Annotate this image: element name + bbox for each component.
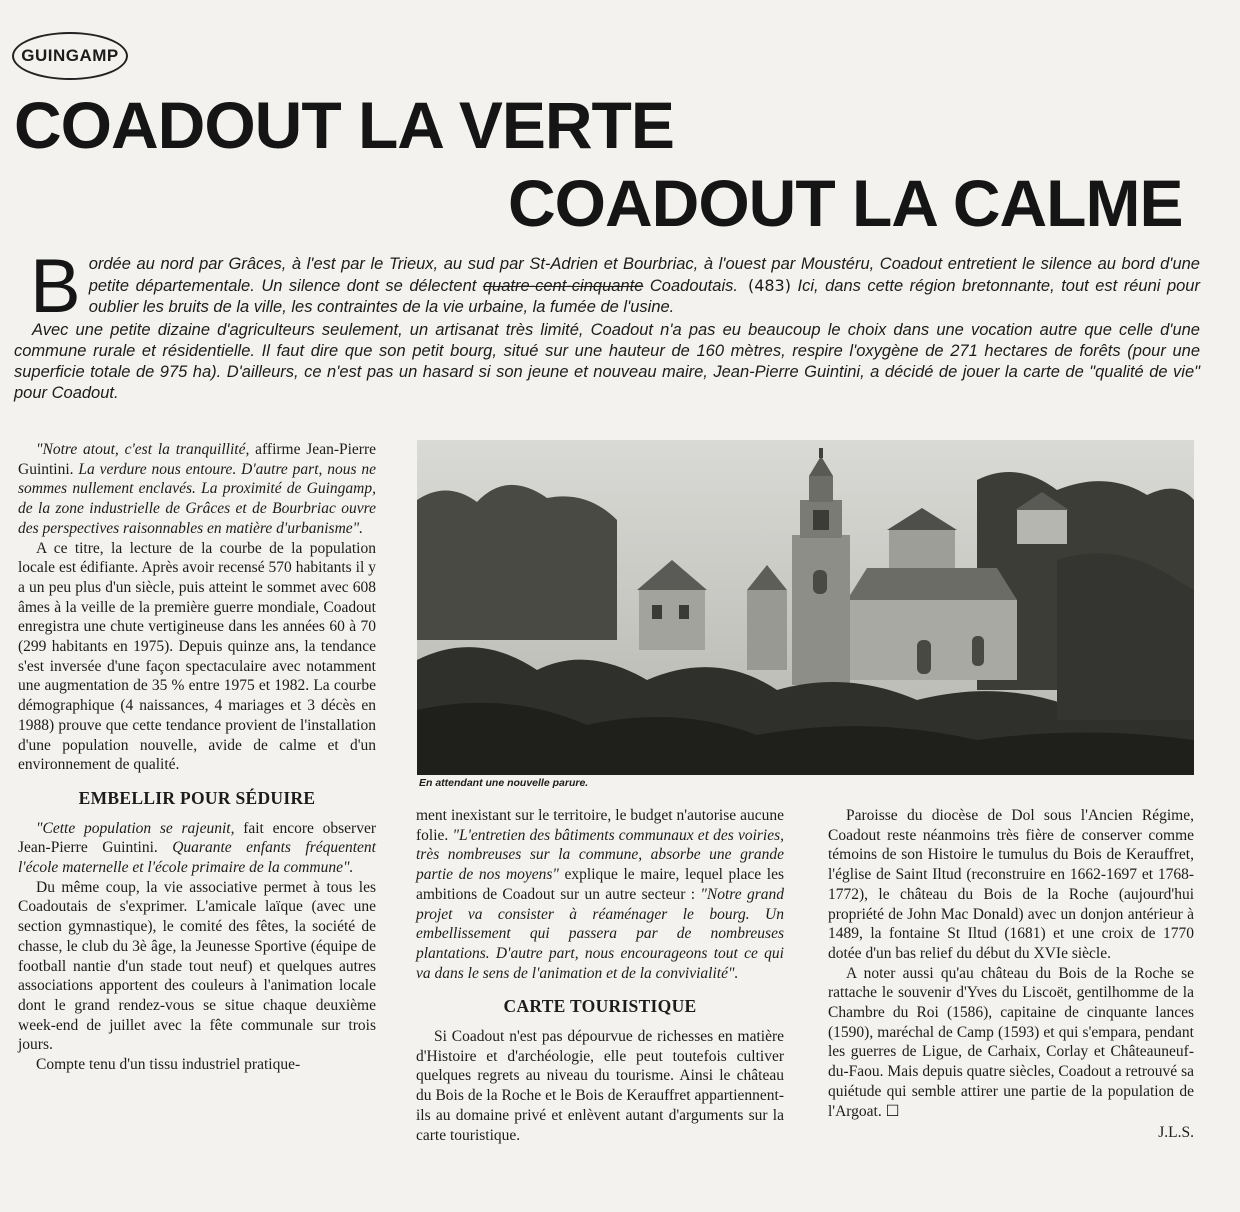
paragraph: A noter aussi qu'au château du Bois de la Roche se rattache le souvenir d'Yves du Liscoët, gentilhomme de la Chambre du Roi (1586), capitaine de cinquante lances (1590), maréchal de Camp (1593) et qui s'empara, pendant les guerres de Ligue, de Carhaix, Corlay et Châteauneuf-du-Faou. Mais depuis quatre siècles, Coadout a retrouvé sa quiétude qui semble attirer une partie de la population de l'Argoat. ☐ bbox=[828, 964, 1194, 1120]
intro-text: Ici, dans cette région bretonnante, tout est réuni pour oublier les bruits de la ville, les contraintes de la vie urbaine, la fumée de l'usine. bbox=[88, 277, 1200, 316]
paragraph: A ce titre, la lecture de la courbe de la population locale est édifiante. Après avoir recensé 570 habitants il y a un peu plus d'un siècle, puis atteint le sommet avec 608 âmes à la veille de la première guerre mondiale, Coadout enregistra une chute vertigineuse dans les années 60 à 70 (299 habitants en 1975). Depuis quinze ans, la tendance s'est inversée d'une façon spectaculaire avec notamment une augmentation de 35 % entre 1975 et 1982. La courbe démographique (4 naissances, 4 mariages et 3 décès en 1988) prouve que cette tendance provient de l'installation d'une population nouvelle, avide de calme et d'un environnement de qualité. bbox=[18, 539, 376, 774]
paragraph: Paroisse du diocèse de Dol sous l'Ancien Régime, Coadout reste néanmoins très fière de conserver comme témoins de son Histoire le tumulus du Bois de Kerauffret, l'église de Saint Iltud (reconstruire en 1662-1697 et 1768-1772), le château du Bois de la Roche (aujourd'hui propriété de John Mac Donald) avec un donjon antérieur à 1489, la fontaine St Iltud (1681) et une croix de 1770 dotée d'un bas relief du début du XVIe siècle. bbox=[828, 807, 1194, 962]
headline-line-1: COADOUT LA VERTE bbox=[14, 88, 674, 162]
paragraph: Si Coadout n'est pas dépourvue de richesses en matière d'Histoire et d'archéologie, elle peut toutefois cultiver quelques regrets au niveau du tourisme. Ainsi le château du Bois de la Roche et le Bois de Kerauffret appartiennent-ils au domaine privé et enlèvent autant d'arguments sur la carte touristique. bbox=[416, 1028, 784, 1144]
intro-paragraph-1 bbox=[14, 244, 1200, 329]
paragraph: "Cette population se rajeunit, fait encore observer Jean-Pierre Guintini. Quarante enfants fréquentent l'école maternelle et l'école primaire de la commune". bbox=[18, 819, 376, 877]
photo-caption: En attendant une nouvelle parure. bbox=[419, 777, 589, 789]
headline-line-2: COADOUT LA CALME bbox=[508, 166, 1183, 240]
handwritten-note: (483) bbox=[747, 276, 791, 295]
paragraph: Du même coup, la vie associative permet à tous les Coadoutais de s'exprimer. L'amicale laïque (avec une section gymnastique), le comité des fêtes, la société de chasse, le club du 3è âge, la Jeunesse Sportive (équipe de football nantie d'un stade tout neuf) et quelques autres associations apportent des couleurs à l'animation locale dont le grand rendez-vous se situe chaque deuxième week-end de juillet avec la fête communale sur trois jours. bbox=[18, 878, 376, 1054]
subheading-carte-touristique: CARTE TOURISTIQUE bbox=[503, 996, 697, 1017]
column-right bbox=[828, 806, 1194, 1143]
column-left bbox=[18, 440, 376, 1075]
church-illustration bbox=[417, 440, 1194, 775]
church-photo bbox=[417, 440, 1194, 775]
subheading-embellir: EMBELLIR POUR SÉDUIRE bbox=[78, 787, 316, 808]
author-signature: J.L.S. bbox=[1158, 1124, 1194, 1142]
intro-paragraphs bbox=[14, 244, 1200, 404]
paragraph: ment inexistant sur le territoire, le budget n'autorise aucune folie. "L'entretien des bâtiments communaux et des voiries, très nombreuses sur la commune, absorbe une grande partie de nos moyens" explique le maire, lequel place les ambitions de Coadout sur un autre secteur : "Notre grand projet va consister à réaménager le bourg. Un embellissement qui passera par de nombreuses plantations. D'autre part, nous encourageons tout ce qui va dans le sens de l'animation et de la convivialité". bbox=[416, 807, 785, 982]
column-middle bbox=[416, 806, 784, 1145]
end-mark: ☐ bbox=[885, 1102, 900, 1120]
bleed-through-text bbox=[958, 86, 976, 160]
paragraph: Compte tenu d'un tissu industriel pratique- bbox=[36, 1056, 301, 1074]
intro-paragraph-2: Avec une petite dizaine d'agriculteurs seulement, un artisanat très limité, Coadout n'a pas eu beaucoup le choix dans une vocation autre que celle d'une commune rurale et résidentielle. Il faut dire que son petit bourg, situé sur une hauteur de 160 mètres, respire l'oxygène de 271 hectares de forêts (pour une superficie totale de 975 ha). D'ailleurs, ce n'est pas un hasard si son jeune et nouveau maire, Jean-Pierre Guintini, a décidé de jouer la carte de "qualité de vie" pour Coadout. bbox=[14, 321, 1200, 402]
paragraph: "Notre atout, c'est la tranquillité, affirme Jean-Pierre Guintini. La verdure nous entoure. D'autre part, nous ne sommes nullement enclavés. La proximité de Guingamp, de la zone industrielle de Grâces et de Bourbriac ouvre des perspectives raisonnables en matière d'urbanisme". bbox=[18, 441, 376, 537]
intro-text: Coadoutais. bbox=[643, 277, 738, 295]
section-tag: GUINGAMP bbox=[12, 32, 128, 80]
drop-cap: B bbox=[30, 244, 81, 329]
struck-number: quatre-cent-cinquante bbox=[482, 277, 644, 295]
intro-text: ordée au nord par Grâces, à l'est par le Trieux, au sud par St-Adrien et Bourbriac, à l'ouest par Moustéru, Coadout entretient le silence au bord d'une petite départementale. Un silence dont se délectent bbox=[88, 255, 1200, 295]
